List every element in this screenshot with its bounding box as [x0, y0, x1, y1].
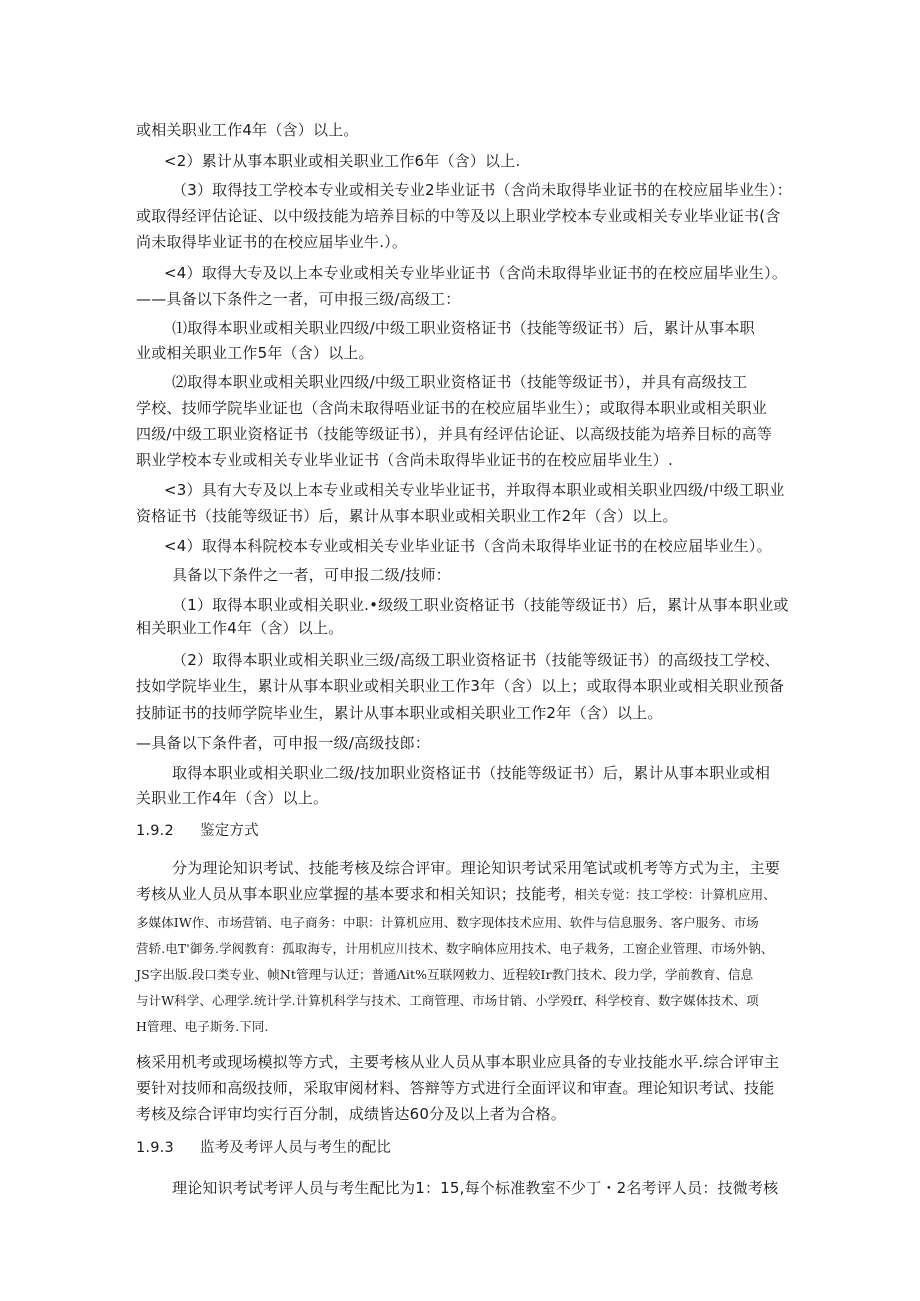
paragraph-text: 考核从业人员从事本职业应掌握的基本要求和相关知识；技能考 [136, 885, 562, 903]
paragraph-line: 核采用机考或现场模拟等方式，主要考核从业人员从事本职业应具备的专业技能水平.综合评审主 [136, 1053, 780, 1071]
paragraph-line: 尚未取得毕业证书的在校应届毕业牛.）。 [136, 233, 408, 251]
paragraph-line: 技肺证书的技师学院毕业生，累计从事本职业或相关职业工作2年（含）以上。 [136, 704, 663, 722]
paragraph-line: 技如学院毕业生，累计从事本职业或相关职业工作3年（含）以上；或取得本职业或相关职业预备 [136, 677, 785, 695]
section-number: 1.9.2 [136, 823, 174, 839]
paragraph-line: ⑴取得本职业或相关职业四级/中级工职业资格证书（技能等级证书）后，累计从事本职 [172, 319, 755, 337]
paragraph-line: 取得本职业或相关职业二级/技加职业资格证书（技能等级证书）后，累计从事本职业或相 [172, 764, 771, 782]
footnote-inline: ，相关专觉：技工学校：计算机应用、 [561, 887, 776, 902]
paragraph-line: 分为理论知识考试、技能考核及综合评审。理论知识考试采用笔试或机考等方式为主，主要 [172, 859, 781, 877]
paragraph-line: —具备以下条件者，可申报一级/高级技郎： [136, 734, 431, 752]
paragraph-line: 学校、技师学院毕业证也（含尚未取得唔业证书的在校应届毕业生）；或取得本职业或相关职业 [136, 399, 767, 417]
paragraph-line: ⑵取得本职业或相关职业四级/中级工职业资格证书（技能等级证书），并具有高级技工 [172, 373, 748, 391]
section-heading [136, 1138, 391, 1158]
paragraph-line: 或相关职业工作4年（含）以上。 [136, 121, 359, 139]
section-number: 1.9.3 [136, 1140, 174, 1156]
paragraph-line: 或取得经评估论证、以中级技能为培养目标的中等及以上职业学校本专业或相关专业毕业证书(含 [136, 207, 781, 225]
paragraph-line: <4）取得本科院校本专业或相关专业毕业证书（含尚未取得毕业证书的在校应届毕业生）。 [164, 537, 772, 555]
footnote-line: 多媒体IW作、市场营销、电子商务：中职：计算机应用、数字现体技术应用、软件与信息服务、客户服务、市场 [136, 915, 759, 930]
paragraph-line: <4）取得大专及以上本专业或相关专业毕业证书（含尚未取得毕业证书的在校应届毕业生）。 [164, 264, 788, 282]
paragraph-line: 要针对技师和高级技师，采取审阅材料、答辩等方式进行全面评议和审查。理论知识考试、技能 [136, 1079, 775, 1097]
paragraph-line: （1）取得本职业或相关职业.•级级工职业资格证书（技能等级证书）后，累计从事本职业或 [172, 596, 789, 614]
paragraph-line: ——具备以下条件之一者，可申报三级/高级工： [136, 290, 461, 308]
paragraph-line: 相关职业工作4年（含）以上。 [136, 619, 344, 637]
footnote-line: JS字出版.段口类专业、帧Nt管理与认迂；普通Λit%互联网敕力、近程较Ir教门技术、段力学，学前教育、信息 [136, 967, 754, 982]
paragraph-line [136, 884, 776, 905]
paragraph-line: 具备以下条件之一者，可申报二级/技师： [172, 566, 451, 584]
footnote-line: 营轿.电T'御务.学阀教育：孤取海专，计用机应川技术、数字晌体应用技术、电子栽务，工窗企业管理、市场外钠、 [136, 941, 774, 956]
paragraph-line: （2）取得本职业或相关职业三级/高级工职业资格证书（技能等级证书）的高级技工学校、 [172, 651, 780, 669]
footnote-line: 与计W科学、心理学.统计学.计算机科学与技术、工商管理、市场甘销、小学殁ff、科学校育、数字媒体技术、项 [136, 993, 759, 1008]
paragraph-line: 四级/中级工职业资格证书（技能等级证书），并具有经评估论证、以高级技能为培养目标的高等 [136, 425, 773, 443]
paragraph-line: <2）累计从事本职业或相关职业工作6年（含）以上. [164, 152, 521, 170]
paragraph-line: 资格证书（技能等级证书）后，累计从事本职业或相关职业工作2年（含）以上。 [136, 507, 678, 525]
paragraph-line: 业或相关职业工作5年（含）以上。 [136, 344, 374, 362]
paragraph-line: <3）具有大专及以上本专业或相关专业毕业证书，并取得本职业或相关职业四级/中级工职业 [164, 481, 785, 499]
paragraph-line: 关职业工作4年（含）以上。 [136, 789, 329, 807]
section-heading [136, 821, 259, 841]
paragraph-line: （3）取得技工学校本专业或相关专业2毕业证书（含尚未取得毕业证书的在校应届毕业生）： [172, 181, 792, 199]
paragraph-line: 考核及综合评审均实行百分制，成绩皆达60分及以上者为合格。 [136, 1105, 566, 1123]
footnote-line: H管理、电子斯务.下同. [136, 1019, 269, 1034]
section-title: 鉴定方式 [200, 823, 259, 839]
section-title: 监考及考评人员与考生的配比 [200, 1140, 392, 1156]
paragraph-line: 理论知识考试考评人员与考生配比为1：15,每个标准教室不少丁・2名考评人员：技微考核 [172, 1179, 779, 1197]
paragraph-line: 职业学校本专业或相关专业毕业证书（含尚未取得毕业证书的在校应届毕业生）. [136, 451, 673, 469]
